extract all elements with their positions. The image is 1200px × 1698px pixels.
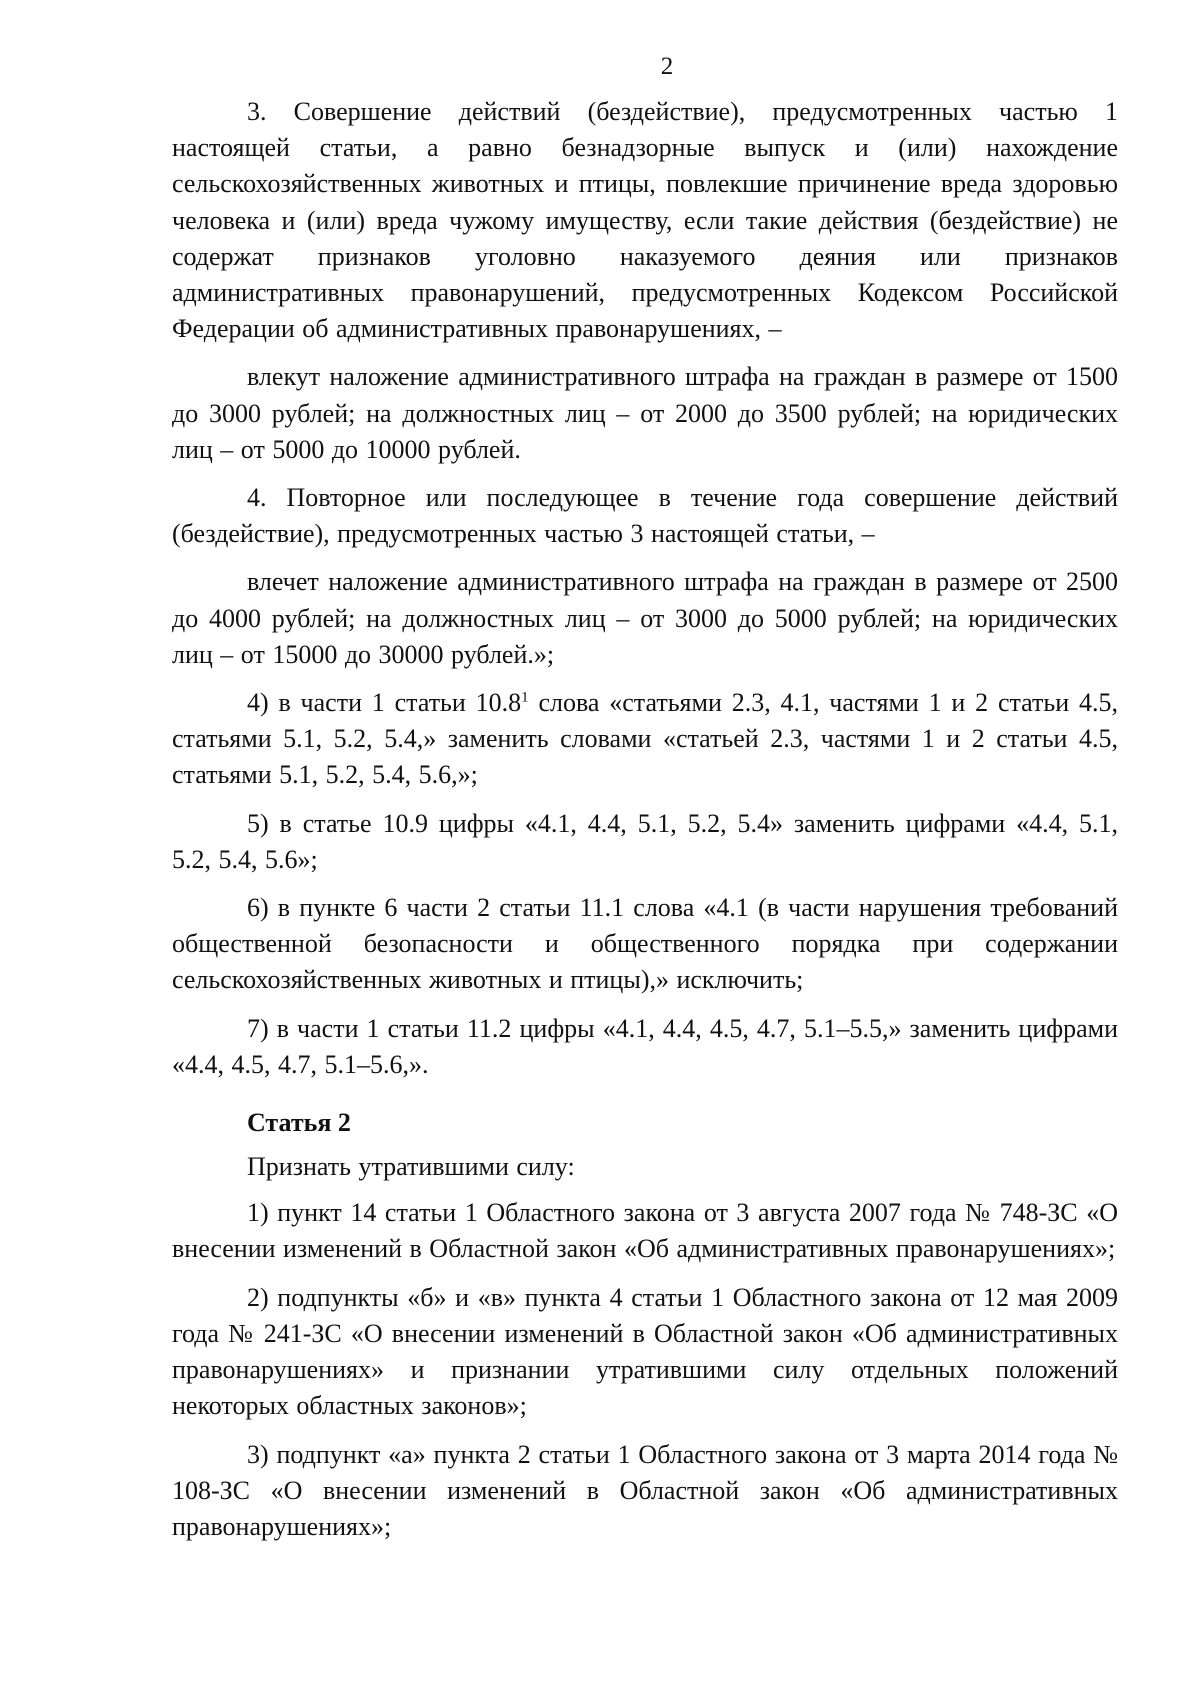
paragraph-item-4 [172, 685, 1118, 794]
document-page [172, 52, 1118, 1557]
page-number: 2 [660, 53, 674, 80]
item-4-text-start: 4) в части 1 статьи 10.8 [247, 688, 522, 718]
item-4-text-end: слова «статьями 2.3, 4.1, частями 1 и 2 статьи 4.5, статьями 5.1, 5.2, 5.4,» заменить словами «статьей 2.3, частями 1 и 2 статьи 4.5, статьями 5.1, 5.2, 5.4, 5.6,»; [172, 688, 1118, 790]
paragraph-repeal-intro: Признать утратившими силу: [247, 1152, 575, 1182]
paragraph-penalty-part-3: влекут наложение административного штрафа на граждан в размере от 1500 до 3000 рублей; на должностных лиц – от 2000 до 3500 рублей; на юридических лиц – от 5000 до 10000 рублей. [172, 362, 1118, 464]
paragraph-penalty-part-4: влечет наложение административного штрафа на граждан в размере от 2500 до 4000 рублей; на должностных лиц – от 3000 до 5000 рублей; на юридических лиц – от 15000 до 30000 рублей.»; [172, 567, 1118, 669]
paragraph-item-5: 5) в статье 10.9 цифры «4.1, 4.4, 5.1, 5.2, 5.4» заменить цифрами «4.4, 5.1, 5.2, 5.4, 5.6»; [172, 808, 1118, 874]
paragraph-repeal-3: 3) подпункт «а» пункта 2 статьи 1 Областного закона от 3 марта 2014 года № 108-ЗС «О внесении изменений в Областной закон «Об административных правонарушениях»; [172, 1439, 1118, 1541]
paragraph-part-4: 4. Повторное или последующее в течение года совершение действий (бездействие), предусмотренных частью 3 настоящей статьи, – [172, 483, 1118, 549]
paragraph-item-7: 7) в части 1 статьи 11.2 цифры «4.1, 4.4, 4.5, 4.7, 5.1–5.5,» заменить цифрами «4.4, 4.5, 4.7, 5.1–5.6,». [172, 1013, 1118, 1079]
paragraph-repeal-2: 2) подпункты «б» и «в» пункта 4 статьи 1 Областного закона от 12 мая 2009 года № 241-ЗС «О внесении изменений в Областной закон «Об административных правонарушениях» и признании утратившими силу отдельных положений некоторых областных законов»; [172, 1282, 1118, 1421]
paragraph-part-3: 3. Совершение действий (бездействие), предусмотренных частью 1 настоящей статьи, а равно безнадзорные выпуск и (или) нахождение сельскохозяйственных животных и птицы, повлекшие причинение вреда здоровью человека и (или) вреда чужому имуществу, если такие действия (бездействие) не содержат признаков уголовно наказуемого деяния или признаков административных правонарушений, предусмотренных Кодексом Российской Федерации об административных правонарушениях, – [172, 97, 1118, 344]
article-2-heading: Статья 2 [247, 1108, 351, 1138]
item-4-superscript: 1 [521, 689, 529, 706]
paragraph-item-6: 6) в пункте 6 части 2 статьи 11.1 слова «4.1 (в части нарушения требований общественной безопасности и общественного порядка при содержании сельскохозяйственных животных и птицы),» исключить; [172, 893, 1118, 995]
paragraph-repeal-1: 1) пункт 14 статьи 1 Областного закона от 3 августа 2007 года № 748-ЗС «О внесении изменений в Областной закон «Об административных правонарушениях»; [172, 1198, 1118, 1264]
